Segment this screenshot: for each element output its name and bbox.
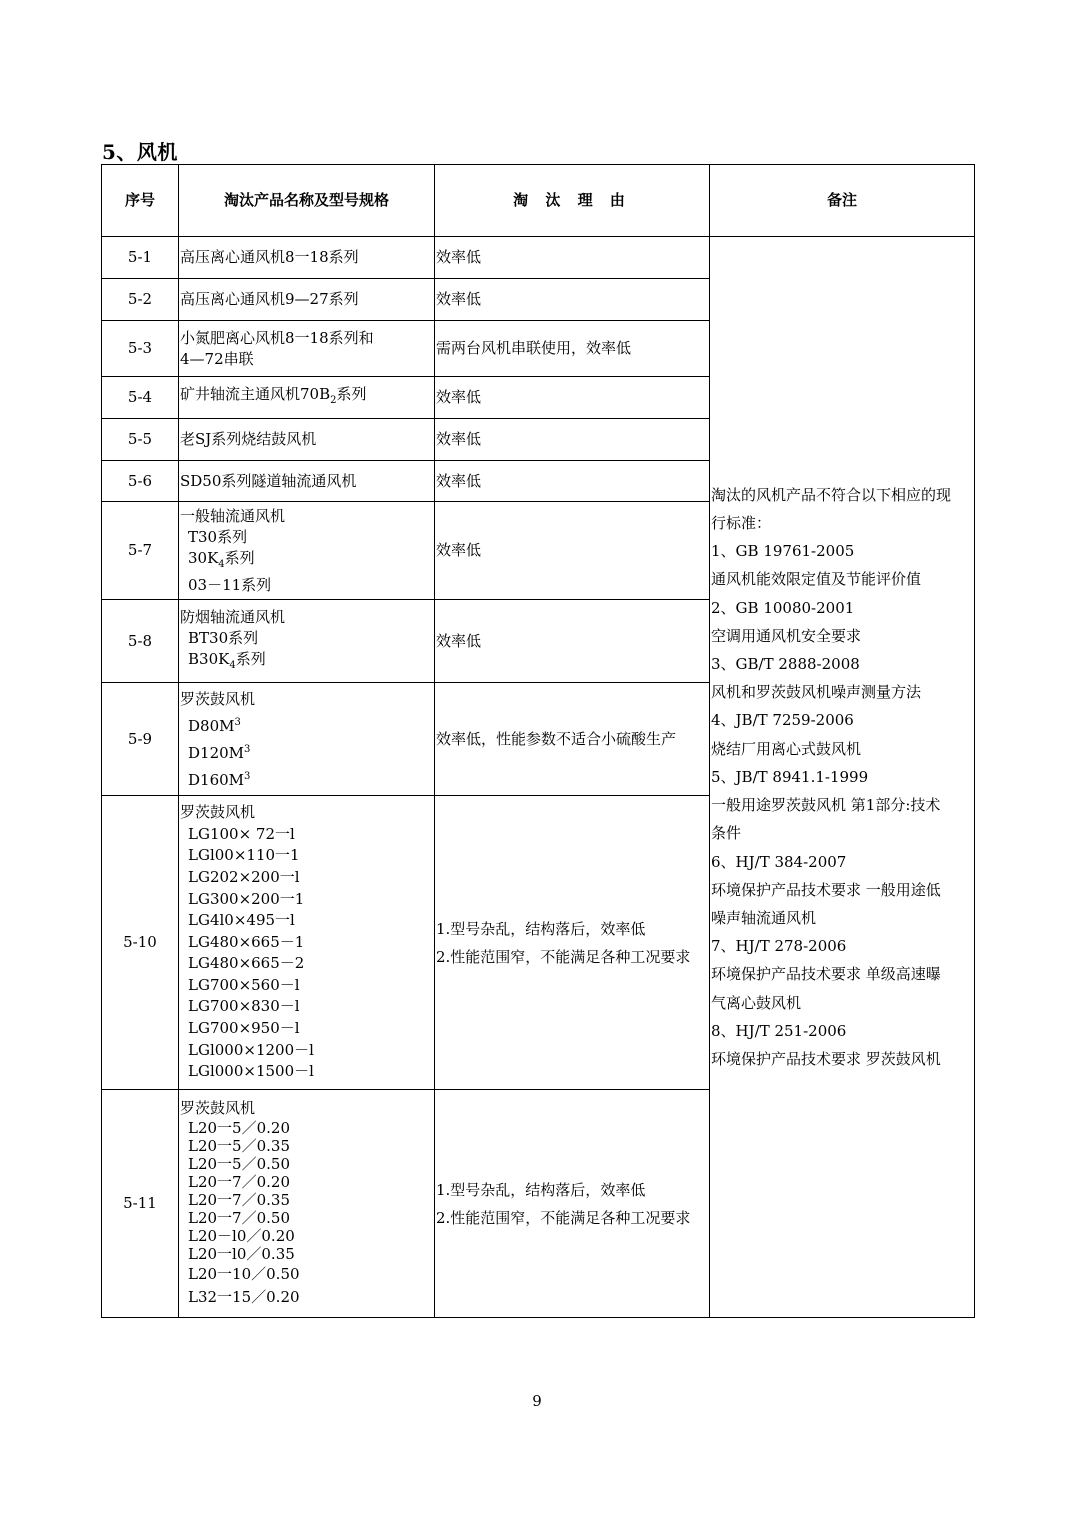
row-reason: 效率低 xyxy=(435,279,710,321)
remark-line: 1、GB 19761-2005 xyxy=(711,542,855,561)
header-reason: 淘 汰 理 由 xyxy=(435,165,710,237)
superscript: 3 xyxy=(244,743,251,755)
remark-line: 8、HJ/T 251-2006 xyxy=(711,1021,847,1040)
model-item: LG480×665－2 xyxy=(188,954,305,973)
page-number: 9 xyxy=(532,1392,542,1410)
remark-line: 5、JB/T 8941.1-1999 xyxy=(711,767,869,786)
model-item: L32一15／0.20 xyxy=(188,1288,300,1306)
row-name: 老SJ系列烧结鼓风机 xyxy=(179,419,435,461)
header-name: 淘汰产品名称及型号规格 xyxy=(179,165,435,237)
reason-line: 1.型号杂乱，结构落后，效率低 xyxy=(436,919,646,938)
name-line: 罗茨鼓风机 xyxy=(180,803,256,822)
model-text: 系列 xyxy=(235,649,266,668)
header-no: 序号 xyxy=(102,165,179,237)
row-reason: 效率低，性能参数不适合小硫酸生产 xyxy=(435,683,710,796)
model-item: L20一7／0.50 xyxy=(188,1209,290,1227)
remark-line: 3、GB/T 2888-2008 xyxy=(711,655,860,674)
remark-line: 4、JB/T 7259-2006 xyxy=(711,711,854,730)
remark-line: 7、HJ/T 278-2006 xyxy=(711,937,847,956)
model-item: LG700×560－l xyxy=(188,975,300,994)
model-item: 03－11系列 xyxy=(188,575,272,594)
model-item xyxy=(180,548,434,575)
remark-line: 气离心鼓风机 xyxy=(711,993,802,1012)
row-no: 5-10 xyxy=(102,796,179,1090)
row-no: 5-6 xyxy=(102,461,179,502)
remark-line: 通风机能效限定值及节能评价值 xyxy=(711,570,922,589)
row-reason: 效率低 xyxy=(435,461,710,502)
row-reason: 效率低 xyxy=(435,237,710,279)
model-item: L20一5／0.35 xyxy=(188,1137,290,1155)
remark-line: 淘汰的风机产品不符合以下相应的现 xyxy=(711,485,952,504)
name-line: 4—72串联 xyxy=(180,349,254,368)
row-reason xyxy=(435,1090,710,1318)
model-item: L20一10／0.50 xyxy=(188,1265,300,1283)
model-text: D80M xyxy=(188,716,235,735)
reason-line: 2.性能范围窄，不能满足各种工况要求 xyxy=(436,1208,691,1227)
row-no: 5-9 xyxy=(102,683,179,796)
row-no: 5-11 xyxy=(102,1090,179,1318)
row-no: 5-7 xyxy=(102,502,179,600)
model-item xyxy=(180,649,434,676)
eliminated-products-table xyxy=(101,164,975,1318)
remark-line: 环境保护产品技术要求 罗茨鼓风机 xyxy=(711,1049,941,1068)
row-name: SD50系列隧道轴流通风机 xyxy=(179,461,435,502)
superscript: 3 xyxy=(234,716,241,728)
model-item: LG700×950－l xyxy=(188,1019,300,1038)
name-line: 罗茨鼓风机 xyxy=(180,1099,256,1117)
model-item xyxy=(180,738,434,765)
row-no: 5-4 xyxy=(102,377,179,419)
row-no: 5-3 xyxy=(102,321,179,377)
table-row xyxy=(102,237,975,279)
name-line: 一般轴流通风机 xyxy=(180,506,286,525)
model-text: D120M xyxy=(188,743,245,762)
model-item xyxy=(180,765,434,792)
model-item xyxy=(180,711,434,738)
row-name: 高压离心通风机9—27系列 xyxy=(179,279,435,321)
superscript: 3 xyxy=(244,770,251,782)
remarks-cell xyxy=(710,237,975,1318)
row-name xyxy=(179,683,435,796)
name-text: 系列 xyxy=(336,385,367,403)
model-item: LGl000×1200－l xyxy=(188,1040,314,1059)
remark-line: 一般用途罗茨鼓风机 第1部分:技术 xyxy=(711,796,941,815)
header-note: 备注 xyxy=(710,165,975,237)
subscript: 4 xyxy=(218,558,225,570)
name-line: 防烟轴流通风机 xyxy=(180,607,286,626)
subscript: 4 xyxy=(229,659,236,671)
row-no: 5-1 xyxy=(102,237,179,279)
remark-line: 空调用通风机安全要求 xyxy=(711,626,862,645)
model-text: 30K xyxy=(188,548,219,567)
row-name xyxy=(179,321,435,377)
model-item: LG300×200一1 xyxy=(188,889,305,908)
reason-line: 2.性能范围窄，不能满足各种工况要求 xyxy=(436,947,691,966)
table-header-row xyxy=(102,165,975,237)
model-item: LG700×830－l xyxy=(188,997,300,1016)
row-reason: 需两台风机串联使用，效率低 xyxy=(435,321,710,377)
model-text: 系列 xyxy=(224,548,255,567)
row-name xyxy=(179,502,435,600)
name-line: 小氮肥离心风机8一18系列和 xyxy=(180,328,374,347)
row-reason: 效率低 xyxy=(435,377,710,419)
model-item: T30系列 xyxy=(188,527,248,546)
row-reason: 效率低 xyxy=(435,600,710,683)
model-item: LG202×200一l xyxy=(188,867,300,886)
remark-line: 2、GB 10080-2001 xyxy=(711,598,855,617)
model-item: L20一5／0.50 xyxy=(188,1155,290,1173)
row-name: 高压离心通风机8一18系列 xyxy=(179,237,435,279)
model-item: LGl000×1500－l xyxy=(188,1062,314,1081)
remark-line: 环境保护产品技术要求 单级高速曝 xyxy=(711,965,941,984)
row-no: 5-2 xyxy=(102,279,179,321)
model-item: L20一7／0.20 xyxy=(188,1173,290,1191)
remark-line: 噪声轴流通风机 xyxy=(711,908,817,927)
row-name xyxy=(179,377,435,419)
remark-line: 行标准： xyxy=(711,514,772,533)
row-reason: 效率低 xyxy=(435,502,710,600)
remark-line: 烧结厂用离心式鼓风机 xyxy=(711,739,862,758)
remark-line: 风机和罗茨鼓风机噪声测量方法 xyxy=(711,683,922,702)
model-text: D160M xyxy=(188,770,245,789)
model-item: LGl00×110一1 xyxy=(188,846,300,865)
model-item: L20－l0／0.20 xyxy=(188,1227,295,1245)
model-item: LG100× 72一l xyxy=(188,824,295,843)
model-item: L20一l0／0.35 xyxy=(188,1245,295,1263)
row-no: 5-5 xyxy=(102,419,179,461)
reason-line: 1.型号杂乱，结构落后，效率低 xyxy=(436,1180,646,1199)
remark-line: 环境保护产品技术要求 一般用途低 xyxy=(711,880,941,899)
section-heading: 5、风机 xyxy=(102,140,178,164)
row-no: 5-8 xyxy=(102,600,179,683)
model-item: LG480×665－1 xyxy=(188,932,305,951)
row-reason: 效率低 xyxy=(435,419,710,461)
model-item: LG4l0×495一l xyxy=(188,911,295,930)
model-item: L20一7／0.35 xyxy=(188,1191,290,1209)
row-reason xyxy=(435,796,710,1090)
row-name xyxy=(179,796,435,1090)
remark-line: 条件 xyxy=(711,824,742,843)
model-item: L20一5／0.20 xyxy=(188,1119,290,1137)
subscript: 2 xyxy=(330,395,337,406)
row-name xyxy=(179,1090,435,1318)
remark-line: 6、HJ/T 384-2007 xyxy=(711,852,847,871)
row-name xyxy=(179,600,435,683)
name-text: 矿井轴流主通风机70B xyxy=(180,385,331,403)
model-text: B30K xyxy=(188,649,230,668)
name-line: 罗茨鼓风机 xyxy=(180,689,256,708)
model-item: BT30系列 xyxy=(188,628,259,647)
